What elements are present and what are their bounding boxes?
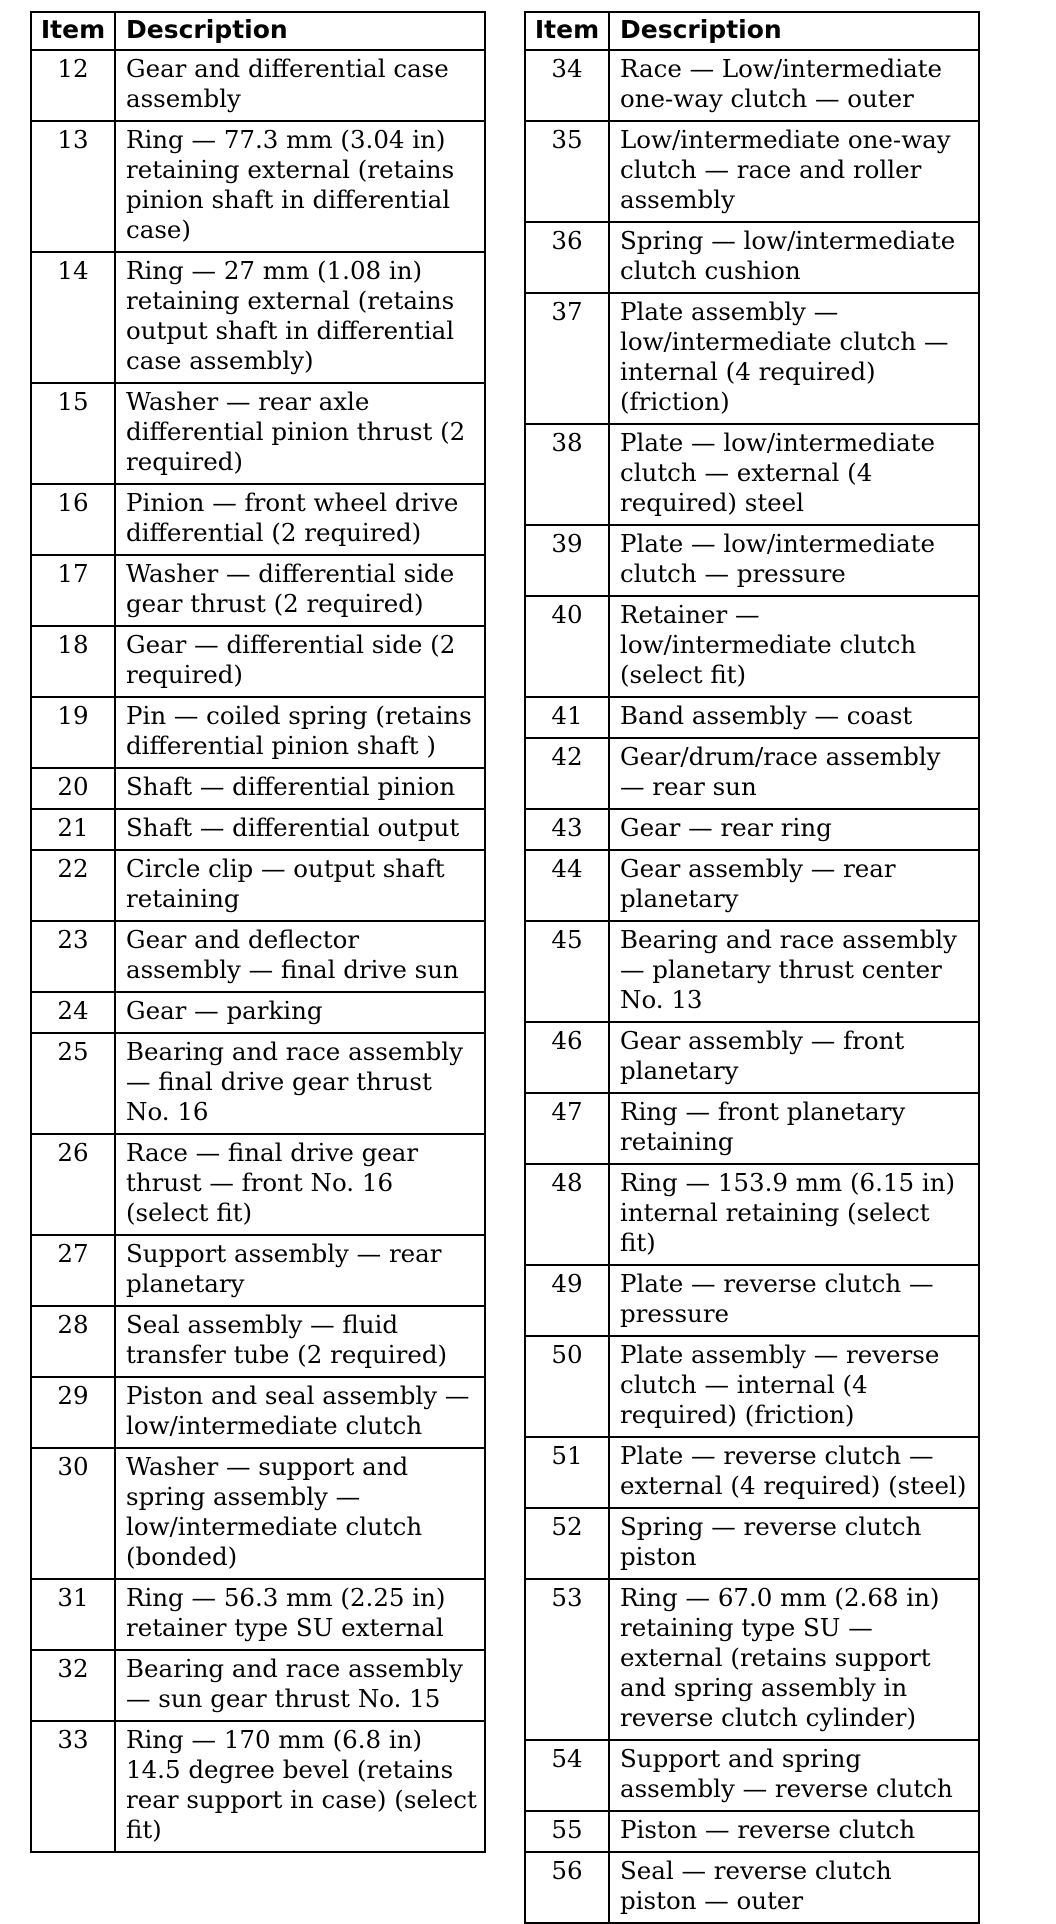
- item-number: 43: [525, 809, 609, 850]
- table-row: [525, 1265, 979, 1336]
- table-body: [525, 50, 979, 1923]
- table-row: [31, 1448, 485, 1579]
- item-number: 28: [31, 1306, 115, 1377]
- item-description: Plate — low/intermediate clutch — pressure: [609, 525, 979, 596]
- item-description: Spring — reverse clutch piston: [609, 1508, 979, 1579]
- item-description: Plate — reverse clutch — pressure: [609, 1265, 979, 1336]
- item-description: Gear and differential case assembly: [115, 50, 485, 121]
- item-description: Gear assembly — front planetary: [609, 1022, 979, 1093]
- table-row: [525, 222, 979, 293]
- item-description: Gear — rear ring: [609, 809, 979, 850]
- item-description: Plate — low/intermediate clutch — external (4 required) steel: [609, 424, 979, 525]
- table-row: [31, 1235, 485, 1306]
- table-row: [525, 1579, 979, 1740]
- item-number: 42: [525, 738, 609, 809]
- table-header: [525, 12, 979, 50]
- item-number: 14: [31, 252, 115, 383]
- table-row: [525, 293, 979, 424]
- item-description: Plate assembly — low/intermediate clutch — internal (4 required) (friction): [609, 293, 979, 424]
- item-number: 34: [525, 50, 609, 121]
- table-row: [31, 809, 485, 850]
- item-description: Bearing and race assembly — planetary thrust center No. 13: [609, 921, 979, 1022]
- table-row: [525, 1740, 979, 1811]
- table-row: [525, 1164, 979, 1265]
- item-description: Low/intermediate one-way clutch — race and roller assembly: [609, 121, 979, 222]
- item-description: Pinion — front wheel drive differential (2 required): [115, 484, 485, 555]
- table-row: [31, 626, 485, 697]
- item-number: 33: [31, 1721, 115, 1852]
- table-row: [31, 1650, 485, 1721]
- table-row: [31, 768, 485, 809]
- item-number: 55: [525, 1811, 609, 1852]
- item-number: 18: [31, 626, 115, 697]
- table-row: [31, 555, 485, 626]
- item-description: Bearing and race assembly — sun gear thrust No. 15: [115, 1650, 485, 1721]
- item-number: 52: [525, 1508, 609, 1579]
- header-row: [31, 12, 485, 50]
- item-description: Retainer — low/intermediate clutch (select fit): [609, 596, 979, 697]
- table-row: [525, 809, 979, 850]
- item-description: Gear assembly — rear planetary: [609, 850, 979, 921]
- item-number: 19: [31, 697, 115, 768]
- item-description: Ring — 67.0 mm (2.68 in) retaining type SU — external (retains support and spring assembly in reverse clutch cylinder): [609, 1579, 979, 1740]
- table-row: [525, 1508, 979, 1579]
- table-row: [525, 596, 979, 697]
- column-header-description: Description: [115, 12, 485, 50]
- table-row: [525, 121, 979, 222]
- item-number: 56: [525, 1852, 609, 1923]
- item-number: 30: [31, 1448, 115, 1579]
- item-number: 27: [31, 1235, 115, 1306]
- table-row: [525, 921, 979, 1022]
- item-number: 37: [525, 293, 609, 424]
- table-row: [525, 1093, 979, 1164]
- header-row: [525, 12, 979, 50]
- item-description: Piston and seal assembly — low/intermediate clutch: [115, 1377, 485, 1448]
- item-description: Support and spring assembly — reverse clutch: [609, 1740, 979, 1811]
- column-header-item: Item: [31, 12, 115, 50]
- item-number: 15: [31, 383, 115, 484]
- item-number: 13: [31, 121, 115, 252]
- table-row: [525, 738, 979, 809]
- table-row: [31, 1579, 485, 1650]
- item-number: 36: [525, 222, 609, 293]
- item-number: 31: [31, 1579, 115, 1650]
- item-description: Spring — low/intermediate clutch cushion: [609, 222, 979, 293]
- item-description: Gear/drum/race assembly — rear sun: [609, 738, 979, 809]
- item-number: 26: [31, 1134, 115, 1235]
- item-number: 38: [525, 424, 609, 525]
- item-number: 44: [525, 850, 609, 921]
- item-number: 23: [31, 921, 115, 992]
- item-number: 20: [31, 768, 115, 809]
- item-description: Bearing and race assembly — final drive gear thrust No. 16: [115, 1033, 485, 1134]
- item-number: 24: [31, 992, 115, 1033]
- item-number: 16: [31, 484, 115, 555]
- table-row: [31, 1306, 485, 1377]
- item-description: Plate assembly — reverse clutch — internal (4 required) (friction): [609, 1336, 979, 1437]
- item-number: 41: [525, 697, 609, 738]
- table-row: [31, 50, 485, 121]
- table-row: [31, 484, 485, 555]
- item-description: Gear — parking: [115, 992, 485, 1033]
- item-number: 53: [525, 1579, 609, 1740]
- item-number: 50: [525, 1336, 609, 1437]
- item-description: Ring — 153.9 mm (6.15 in) internal retaining (select fit): [609, 1164, 979, 1265]
- item-description: Washer — rear axle differential pinion thrust (2 required): [115, 383, 485, 484]
- item-description: Pin — coiled spring (retains differential pinion shaft ): [115, 697, 485, 768]
- item-number: 48: [525, 1164, 609, 1265]
- item-number: 35: [525, 121, 609, 222]
- table-row: [525, 424, 979, 525]
- table-row: [525, 850, 979, 921]
- table-row: [31, 697, 485, 768]
- item-description: Gear — differential side (2 required): [115, 626, 485, 697]
- table-header: [31, 12, 485, 50]
- table-row: [31, 1134, 485, 1235]
- item-number: 21: [31, 809, 115, 850]
- parts-table-right: [524, 11, 980, 1924]
- table-row: [31, 383, 485, 484]
- item-number: 25: [31, 1033, 115, 1134]
- table-row: [525, 1852, 979, 1923]
- item-description: Gear and deflector assembly — final drive sun: [115, 921, 485, 992]
- table-row: [31, 1721, 485, 1852]
- item-number: 54: [525, 1740, 609, 1811]
- table-row: [31, 252, 485, 383]
- parts-table-left: [30, 11, 486, 1853]
- table-row: [31, 992, 485, 1033]
- table-row: [31, 1377, 485, 1448]
- item-number: 49: [525, 1265, 609, 1336]
- item-description: Race — final drive gear thrust — front No. 16 (select fit): [115, 1134, 485, 1235]
- item-number: 40: [525, 596, 609, 697]
- table-row: [31, 1033, 485, 1134]
- item-description: Race — Low/intermediate one-way clutch — outer: [609, 50, 979, 121]
- column-header-item: Item: [525, 12, 609, 50]
- item-number: 22: [31, 850, 115, 921]
- item-description: Ring — 27 mm (1.08 in) retaining external (retains output shaft in differential case assembly): [115, 252, 485, 383]
- item-description: Seal — reverse clutch piston — outer: [609, 1852, 979, 1923]
- item-description: Band assembly — coast: [609, 697, 979, 738]
- item-number: 51: [525, 1437, 609, 1508]
- table-row: [525, 525, 979, 596]
- item-number: 17: [31, 555, 115, 626]
- table-row: [525, 697, 979, 738]
- table-row: [31, 121, 485, 252]
- table-row: [525, 1022, 979, 1093]
- table-row: [31, 921, 485, 992]
- item-description: Washer — differential side gear thrust (2 required): [115, 555, 485, 626]
- table-row: [525, 1437, 979, 1508]
- item-number: 32: [31, 1650, 115, 1721]
- item-description: Ring — front planetary retaining: [609, 1093, 979, 1164]
- item-description: Ring — 170 mm (6.8 in) 14.5 degree bevel (retains rear support in case) (select fit): [115, 1721, 485, 1852]
- item-description: Ring — 56.3 mm (2.25 in) retainer type SU external: [115, 1579, 485, 1650]
- column-header-description: Description: [609, 12, 979, 50]
- item-number: 12: [31, 50, 115, 121]
- item-number: 29: [31, 1377, 115, 1448]
- item-number: 46: [525, 1022, 609, 1093]
- table-row: [525, 50, 979, 121]
- table-row: [31, 850, 485, 921]
- item-number: 45: [525, 921, 609, 1022]
- item-description: Support assembly — rear planetary: [115, 1235, 485, 1306]
- item-description: Circle clip — output shaft retaining: [115, 850, 485, 921]
- item-description: Piston — reverse clutch: [609, 1811, 979, 1852]
- item-description: Plate — reverse clutch — external (4 required) (steel): [609, 1437, 979, 1508]
- item-number: 47: [525, 1093, 609, 1164]
- item-description: Seal assembly — fluid transfer tube (2 required): [115, 1306, 485, 1377]
- item-description: Shaft — differential pinion: [115, 768, 485, 809]
- table-row: [525, 1336, 979, 1437]
- table-body: [31, 50, 485, 1852]
- item-number: 39: [525, 525, 609, 596]
- item-description: Washer — support and spring assembly — low/intermediate clutch (bonded): [115, 1448, 485, 1579]
- item-description: Ring — 77.3 mm (3.04 in) retaining external (retains pinion shaft in differential case): [115, 121, 485, 252]
- item-description: Shaft — differential output: [115, 809, 485, 850]
